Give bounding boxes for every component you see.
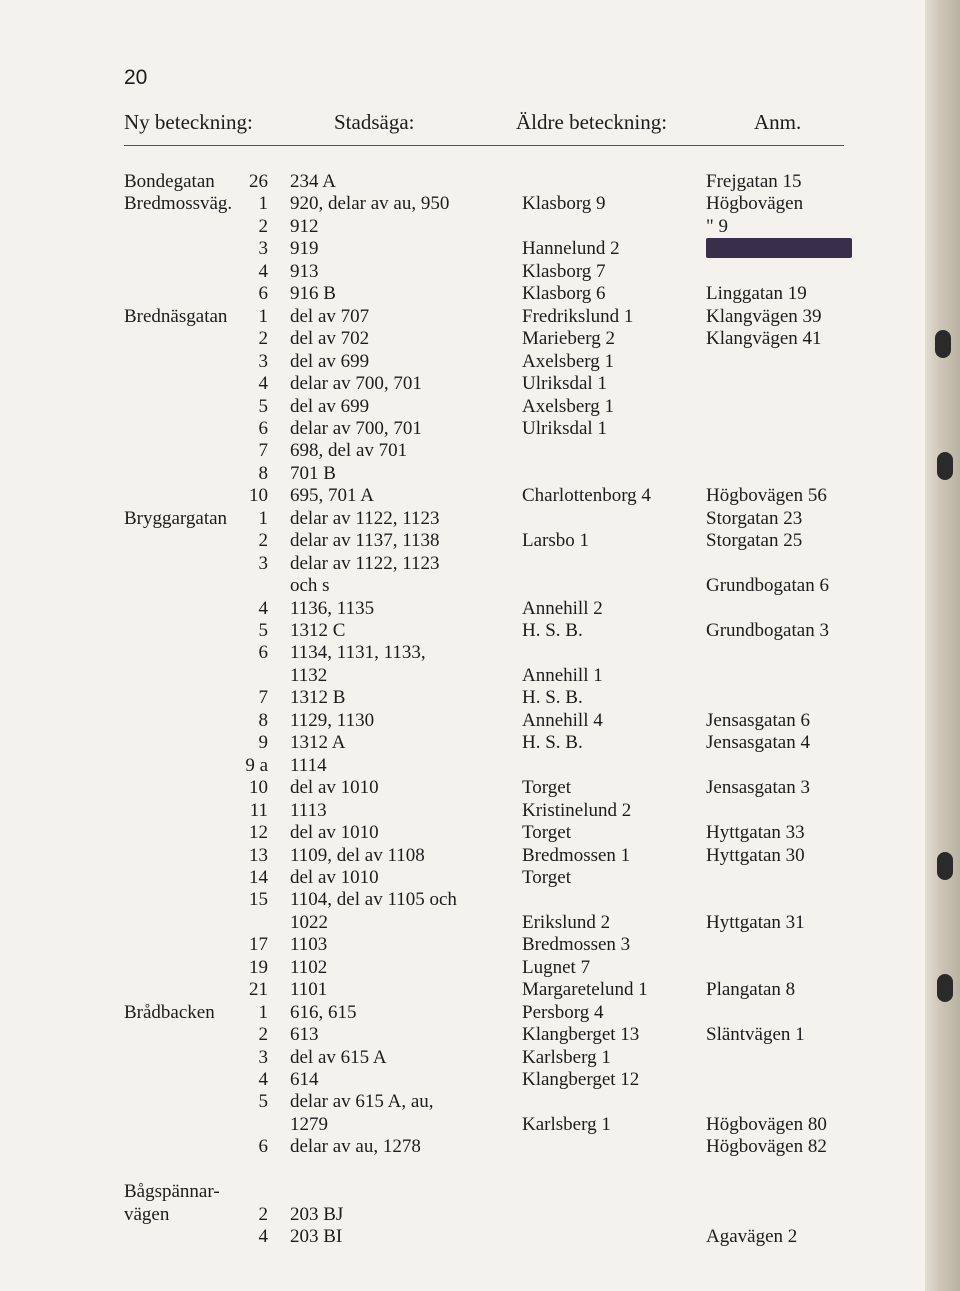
older-designation-cell: Margaretelund 1: [522, 979, 648, 1000]
number-cell: 2: [258, 530, 268, 551]
older-designation-cell: Charlottenborg 4: [522, 485, 651, 506]
number-cell: 3: [258, 1047, 268, 1068]
table-row: [0, 821, 925, 844]
older-designation-cell: Axelsberg 1: [522, 351, 614, 372]
note-cell: Storgatan 25: [706, 530, 803, 551]
older-designation-cell: Annehill 2: [522, 598, 603, 619]
note-cell: Högbovägen: [706, 193, 804, 214]
older-designation-cell: Torget: [522, 777, 571, 798]
note-cell: Frejgatan 15: [706, 171, 802, 192]
stadsaga-cell: 912: [290, 216, 319, 237]
older-designation-cell: H. S. B.: [522, 687, 583, 708]
number-cell: 2: [258, 328, 268, 349]
note-cell: Grundbogatan 6: [706, 575, 829, 596]
number-cell: 8: [258, 710, 268, 731]
number-cell: 2: [258, 1024, 268, 1045]
older-designation-cell: Karlsberg 1: [522, 1114, 611, 1135]
table-row: [0, 484, 925, 507]
punch-hole: [935, 330, 951, 358]
note-cell: Jensasgatan 6: [706, 710, 810, 731]
older-designation-cell: Torget: [522, 867, 571, 888]
number-cell: 6: [258, 1136, 268, 1157]
older-designation-cell: Karlsberg 1: [522, 1047, 611, 1068]
older-designation-cell: Klangberget 13: [522, 1024, 640, 1045]
table-row: [0, 1135, 925, 1158]
header-rule: [124, 145, 844, 146]
table-row: [0, 731, 925, 754]
older-designation-cell: Annehill 4: [522, 710, 603, 731]
table-row: [0, 978, 925, 1001]
stadsaga-cell: delar av 1137, 1138: [290, 530, 440, 551]
table-row: [0, 597, 925, 620]
number-cell: 1: [258, 306, 268, 327]
number-cell: 7: [258, 440, 268, 461]
table-row: [0, 260, 925, 283]
table-row: [0, 1225, 925, 1248]
stadsaga-cell: 701 B: [290, 463, 336, 484]
table-row: [0, 372, 925, 395]
note-cell: Hyttgatan 33: [706, 822, 805, 843]
table-row: [0, 1046, 925, 1069]
older-designation-cell: Bredmossen 1: [522, 845, 631, 866]
table-row: [0, 1180, 925, 1203]
number-cell: 1: [258, 1002, 268, 1023]
stadsaga-cell: 1132: [290, 665, 328, 686]
stadsaga-cell: 1103: [290, 934, 328, 955]
number-cell: 4: [258, 1226, 268, 1247]
street-cell: Brednäsgatan: [124, 306, 228, 327]
table-row: [0, 754, 925, 777]
stadsaga-cell: del av 1010: [290, 777, 379, 798]
note-cell: Högbovägen 80: [706, 1114, 827, 1135]
stadsaga-cell: 234 A: [290, 171, 336, 192]
street-cell: Brådbacken: [124, 1002, 215, 1023]
older-designation-cell: Persborg 4: [522, 1002, 604, 1023]
number-cell: 14: [249, 867, 268, 888]
table-row: [0, 709, 925, 732]
table-row: [0, 1113, 925, 1136]
table-row: [0, 507, 925, 530]
stadsaga-cell: 1312 C: [290, 620, 346, 641]
note-cell: Klangvägen 41: [706, 328, 822, 349]
table-row: [0, 664, 925, 687]
number-cell: 9 a: [245, 755, 268, 776]
stadsaga-cell: 695, 701 A: [290, 485, 374, 506]
table-row: [0, 686, 925, 709]
note-cell: Högbovägen 56: [706, 485, 827, 506]
number-cell: 6: [258, 283, 268, 304]
stadsaga-cell: 1113: [290, 800, 327, 821]
table-row: [0, 439, 925, 462]
number-cell: 4: [258, 261, 268, 282]
stadsaga-cell: delar av au, 1278: [290, 1136, 421, 1157]
older-designation-cell: Marieberg 2: [522, 328, 616, 349]
header-ny-beteckning: Ny beteckning:: [124, 110, 253, 134]
table-row: [0, 619, 925, 642]
stadsaga-cell: 616, 615: [290, 1002, 357, 1023]
stadsaga-cell: 1134, 1131, 1133,: [290, 642, 426, 663]
older-designation-cell: Hannelund 2: [522, 238, 620, 259]
table-row: [0, 1023, 925, 1046]
table-row: [0, 305, 925, 328]
older-designation-cell: Torget: [522, 822, 571, 843]
older-designation-cell: Klasborg 6: [522, 283, 606, 304]
table-row: [0, 395, 925, 418]
number-cell: 7: [258, 687, 268, 708]
stadsaga-cell: 913: [290, 261, 319, 282]
table-row: [0, 1090, 925, 1113]
stadsaga-cell: del av 615 A: [290, 1047, 387, 1068]
table-row: [0, 956, 925, 979]
number-cell: 4: [258, 373, 268, 394]
number-cell: 3: [258, 553, 268, 574]
older-designation-cell: Klasborg 9: [522, 193, 606, 214]
table-row: [0, 529, 925, 552]
street-cell: Bågspännar-: [124, 1181, 220, 1202]
number-cell: 17: [249, 934, 268, 955]
number-cell: 3: [258, 351, 268, 372]
stadsaga-cell: delar av 700, 701: [290, 418, 422, 439]
punch-hole: [937, 974, 953, 1002]
number-cell: 3: [258, 238, 268, 259]
table-row: [0, 1068, 925, 1091]
number-cell: 1: [258, 508, 268, 529]
number-cell: 10: [249, 777, 268, 798]
number-cell: 1: [258, 193, 268, 214]
stadsaga-cell: 1129, 1130: [290, 710, 375, 731]
older-designation-cell: Klangberget 12: [522, 1069, 640, 1090]
number-cell: 11: [249, 800, 268, 821]
number-cell: 8: [258, 463, 268, 484]
stadsaga-cell: delar av 615 A, au,: [290, 1091, 434, 1112]
note-cell: " 9: [706, 216, 729, 237]
page-number: 20: [124, 66, 148, 89]
note-cell: Släntvägen 1: [706, 1024, 805, 1045]
table-row: [0, 1203, 925, 1226]
older-designation-cell: Bredmossen 3: [522, 934, 631, 955]
stadsaga-cell: 916 B: [290, 283, 336, 304]
older-designation-cell: Kristinelund 2: [522, 800, 632, 821]
stadsaga-cell: del av 1010: [290, 867, 379, 888]
note-cell: Högbovägen 82: [706, 1136, 827, 1157]
older-designation-cell: Ulriksdal 1: [522, 373, 607, 394]
note-cell: Storgatan 23: [706, 508, 803, 529]
note-cell: Jensasgatan 4: [706, 732, 810, 753]
header-aldre-beteckning: Äldre beteckning:: [516, 110, 668, 134]
table-row: [0, 192, 925, 215]
note-cell: Klangvägen 39: [706, 306, 822, 327]
table-row: [0, 350, 925, 373]
table-row: [0, 1158, 925, 1181]
note-cell: Jensasgatan 3: [706, 777, 810, 798]
stadsaga-cell: 1312 B: [290, 687, 346, 708]
punch-hole: [937, 852, 953, 880]
table-row: [0, 462, 925, 485]
table-row: [0, 237, 925, 260]
stadsaga-cell: 1312 A: [290, 732, 346, 753]
older-designation-cell: H. S. B.: [522, 620, 583, 641]
stadsaga-cell: och s: [290, 575, 330, 596]
table-row: [0, 799, 925, 822]
stadsaga-cell: delar av 700, 701: [290, 373, 422, 394]
number-cell: 26: [249, 171, 268, 192]
table-row: [0, 327, 925, 350]
street-cell: vägen: [124, 1204, 170, 1225]
table-row: [0, 417, 925, 440]
stadsaga-cell: del av 699: [290, 351, 370, 372]
number-cell: 2: [258, 216, 268, 237]
number-cell: 19: [249, 957, 268, 978]
note-cell: Linggatan 19: [706, 283, 807, 304]
stadsaga-cell: 920, delar av au, 950: [290, 193, 450, 214]
table-row: [0, 552, 925, 575]
stadsaga-cell: 919: [290, 238, 319, 259]
stadsaga-cell: 698, del av 701: [290, 440, 408, 461]
older-designation-cell: Axelsberg 1: [522, 396, 614, 417]
table-row: [0, 844, 925, 867]
number-cell: 2: [258, 1204, 268, 1225]
number-cell: 5: [258, 1091, 268, 1112]
older-designation-cell: Larsbo 1: [522, 530, 590, 551]
number-cell: 13: [249, 845, 268, 866]
stadsaga-cell: del av 702: [290, 328, 370, 349]
stadsaga-cell: del av 699: [290, 396, 370, 417]
table-row: [0, 933, 925, 956]
table-row: [0, 866, 925, 889]
number-cell: 12: [249, 822, 268, 843]
table-row: [0, 282, 925, 305]
number-cell: 21: [249, 979, 268, 1000]
number-cell: 5: [258, 620, 268, 641]
table-row: [0, 911, 925, 934]
number-cell: 15: [249, 889, 268, 910]
table-row: [0, 170, 925, 193]
number-cell: 6: [258, 642, 268, 663]
stadsaga-cell: 1279: [290, 1114, 328, 1135]
older-designation-cell: H. S. B.: [522, 732, 583, 753]
street-cell: Bredmossväg.: [124, 193, 233, 214]
header-stadsaga: Stadsäga:: [334, 110, 415, 134]
stadsaga-cell: 614: [290, 1069, 319, 1090]
stadsaga-cell: 1114: [290, 755, 327, 776]
stadsaga-cell: 1022: [290, 912, 328, 933]
table-row: [0, 1001, 925, 1024]
number-cell: 4: [258, 598, 268, 619]
header-anm: Anm.: [754, 110, 802, 134]
number-cell: 10: [249, 485, 268, 506]
stadsaga-cell: delar av 1122, 1123: [290, 553, 440, 574]
stadsaga-cell: del av 1010: [290, 822, 379, 843]
older-designation-cell: Ulriksdal 1: [522, 418, 607, 439]
older-designation-cell: Fredrikslund 1: [522, 306, 634, 327]
street-cell: Bondegatan: [124, 171, 215, 192]
stadsaga-cell: 1101: [290, 979, 328, 1000]
stadsaga-cell: 1109, del av 1108: [290, 845, 425, 866]
number-cell: 5: [258, 396, 268, 417]
stadsaga-cell: 1136, 1135: [290, 598, 375, 619]
number-cell: 9: [258, 732, 268, 753]
stadsaga-cell: 1104, del av 1105 och: [290, 889, 457, 910]
stadsaga-cell: 203 BJ: [290, 1204, 344, 1225]
note-cell: Hyttgatan 31: [706, 912, 805, 933]
table-row: [0, 574, 925, 597]
note-cell: Plangatan 8: [706, 979, 796, 1000]
older-designation-cell: Lugnet 7: [522, 957, 591, 978]
stadsaga-cell: del av 707: [290, 306, 370, 327]
punch-hole: [937, 452, 953, 480]
older-designation-cell: Klasborg 7: [522, 261, 606, 282]
note-cell: Hyttgatan 30: [706, 845, 805, 866]
stadsaga-cell: 203 BI: [290, 1226, 343, 1247]
table-row: [0, 641, 925, 664]
stadsaga-cell: delar av 1122, 1123: [290, 508, 440, 529]
older-designation-cell: Erikslund 2: [522, 912, 611, 933]
binding-edge: [925, 0, 960, 1291]
note-cell: Grundbogatan 3: [706, 620, 829, 641]
table-row: [0, 888, 925, 911]
table-row: [0, 776, 925, 799]
street-cell: Bryggargatan: [124, 508, 228, 529]
stadsaga-cell: 613: [290, 1024, 319, 1045]
older-designation-cell: Annehill 1: [522, 665, 603, 686]
note-cell: Agavägen 2: [706, 1226, 798, 1247]
number-cell: 6: [258, 418, 268, 439]
stadsaga-cell: 1102: [290, 957, 328, 978]
number-cell: 4: [258, 1069, 268, 1090]
table-row: [0, 215, 925, 238]
